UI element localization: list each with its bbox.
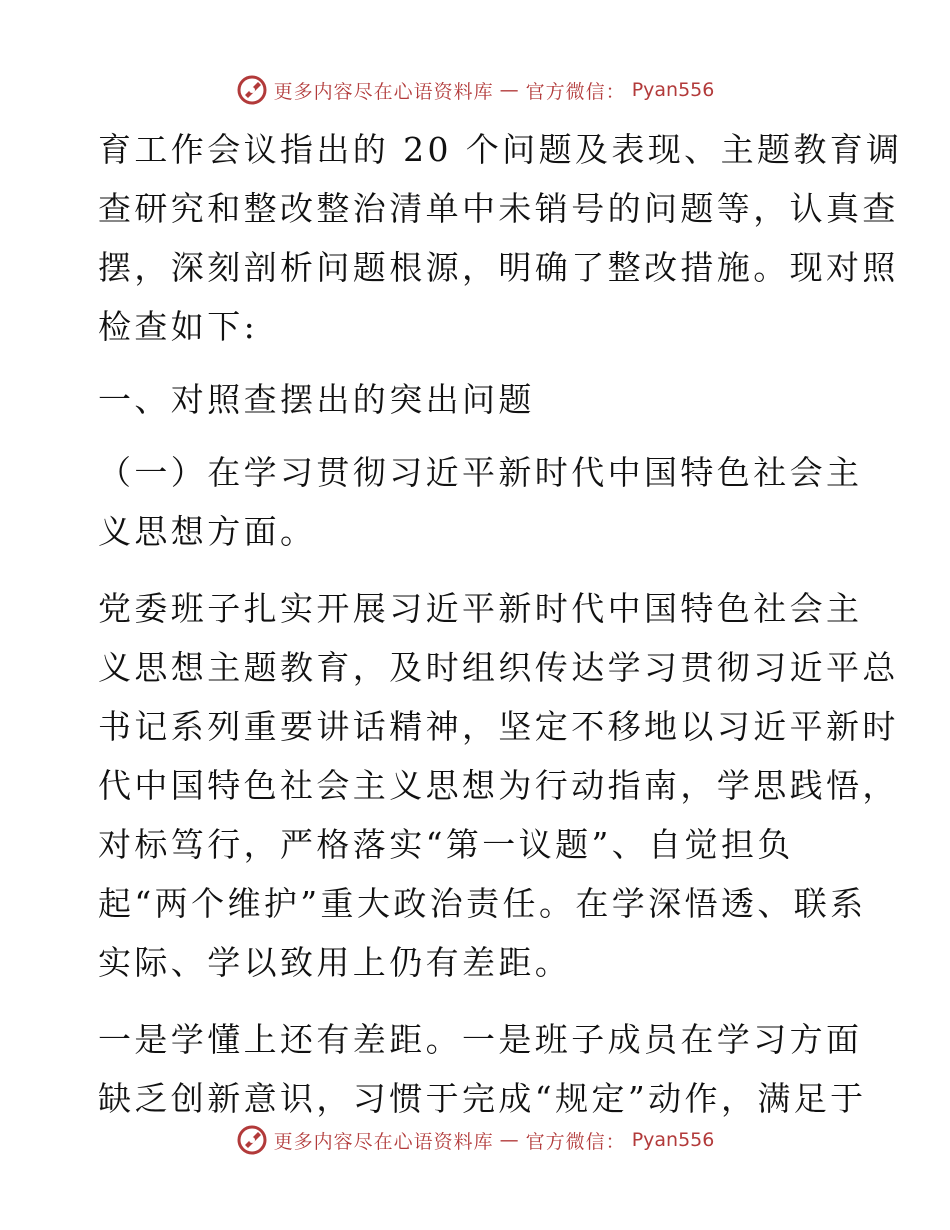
watermark-main-text: 更多内容尽在心语资料库 (273, 1130, 494, 1153)
watermark-wechat-id: Pyan556 (631, 79, 715, 101)
text-line: 实际、学以致用上仍有差距。 (98, 943, 572, 982)
watermark-wechat-id: Pyan556 (631, 1129, 715, 1151)
text-line: 对标笃行，严格落实“第一议题”、自觉担负 (98, 825, 794, 864)
text-line: 检查如下: (98, 307, 259, 346)
document-body (98, 120, 903, 1128)
watermark-header (0, 74, 950, 106)
text-line: （一）在学习贯彻习近平新时代中国特色社会主 (98, 453, 863, 492)
intro-paragraph (98, 120, 903, 356)
watermark-dash: — (499, 1129, 520, 1151)
watermark-footer (0, 1124, 950, 1156)
text-line: 起“两个维护”重大政治责任。在学深悟透、联系 (98, 884, 867, 923)
watermark-wechat-label: 官方微信： (525, 1130, 626, 1153)
subsection-heading (98, 443, 863, 561)
body-paragraph-2 (98, 1010, 867, 1128)
watermark-main-text: 更多内容尽在心语资料库 (273, 80, 494, 103)
logo-icon (236, 1124, 268, 1156)
text-line: 代中国特色社会主义思想为行动指南，学思践悟， (98, 766, 899, 805)
section-heading: 一、对照查摆出的突出问题 (98, 380, 535, 419)
text-line: 义思想主题教育，及时组织传达学习贯彻习近平总 (98, 648, 899, 687)
watermark-dash: — (499, 79, 520, 101)
text-line: 育工作会议指出的 20 个问题及表现、主题教育调 (98, 130, 903, 169)
text-line: 一是学懂上还有差距。一是班子成员在学习方面 (98, 1020, 863, 1059)
watermark-wechat-label: 官方微信： (525, 80, 626, 103)
text-line: 党委班子扎实开展习近平新时代中国特色社会主 (98, 589, 863, 628)
logo-icon (236, 74, 268, 106)
body-paragraph-1 (98, 579, 899, 992)
text-line: 缺乏创新意识，习惯于完成“规定”动作，满足于 (98, 1079, 867, 1118)
text-line: 查研究和整改整治清单中未销号的问题等，认真查 (98, 189, 899, 228)
text-line: 摆，深刻剖析问题根源，明确了整改措施。现对照 (98, 248, 899, 287)
text-line: 书记系列重要讲话精神，坚定不移地以习近平新时 (98, 707, 899, 746)
text-line: 义思想方面。 (98, 512, 317, 551)
